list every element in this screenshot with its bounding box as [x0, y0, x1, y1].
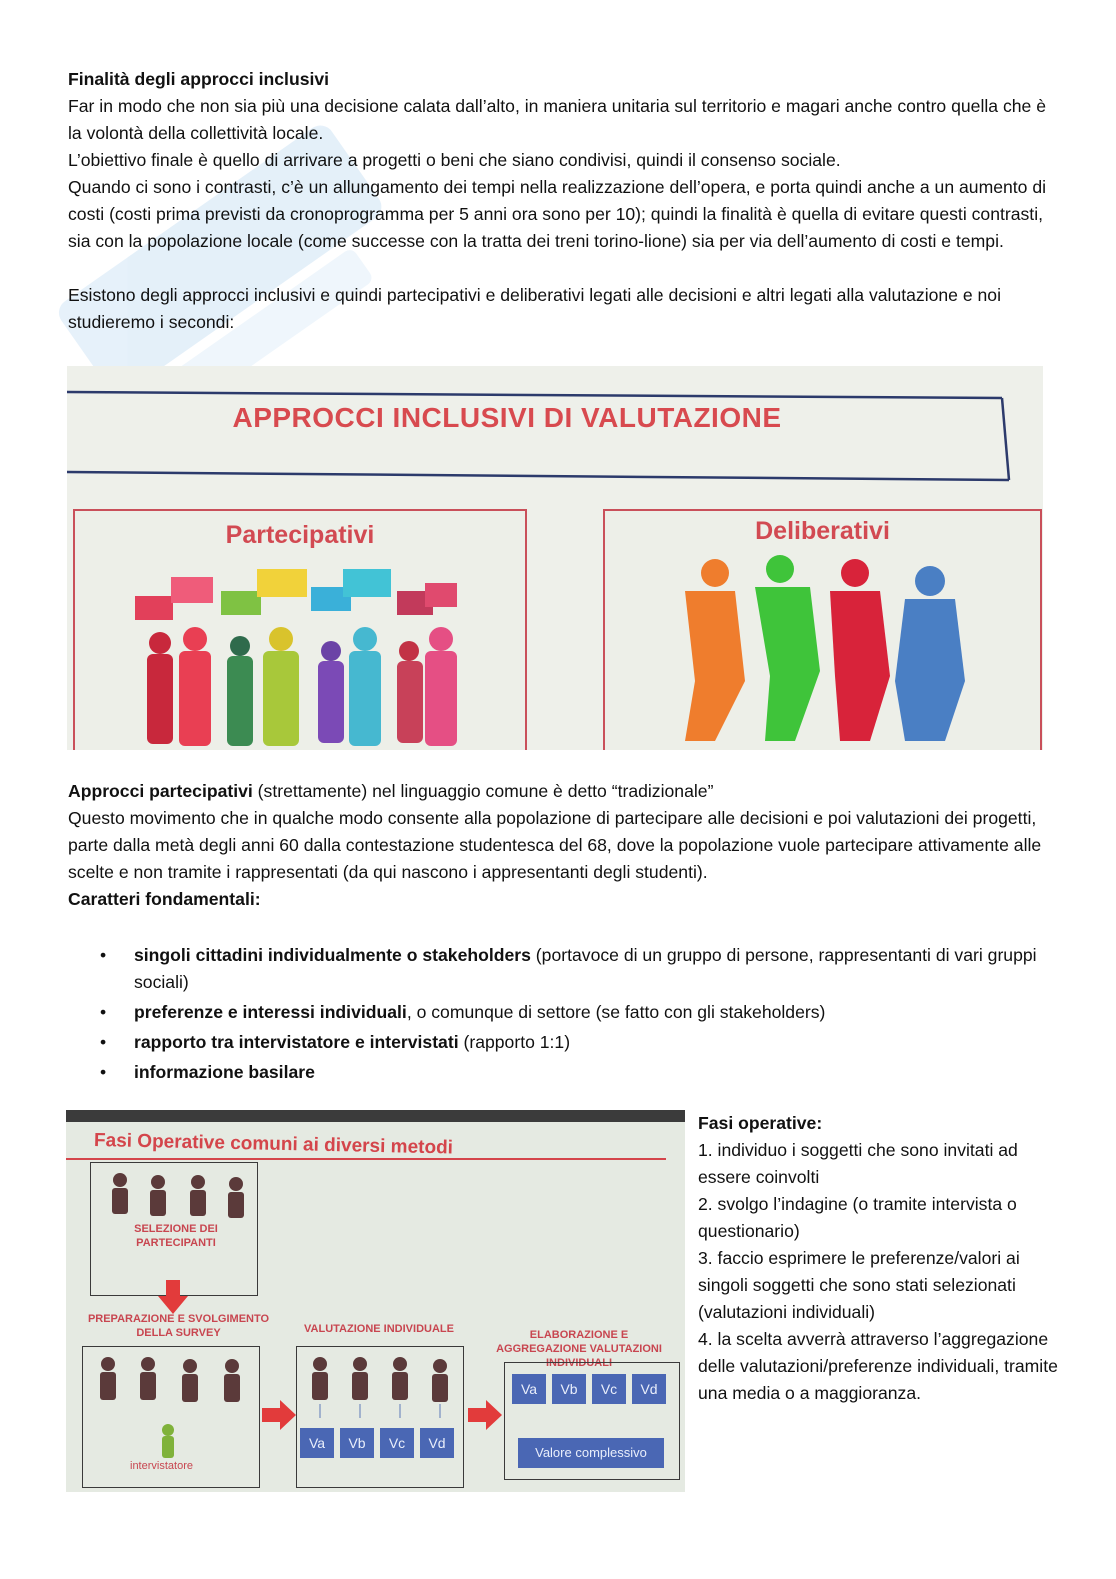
panel-partecipativi-label: Partecipativi	[225, 521, 375, 549]
list-item	[100, 942, 1060, 996]
valutazione-label: VALUTAZIONE INDIVIDUALE	[304, 1323, 454, 1335]
caratteri-list	[100, 942, 1060, 1089]
slide2-title: Fasi Operative comuni ai diversi metodi	[93, 1130, 454, 1159]
panel-deliberativi-label: Deliberativi	[755, 517, 890, 545]
valore-complessivo-box: Valore complessivo	[518, 1438, 664, 1468]
elaborazione-label: ELABORAZIONE E AGGREGAZIONE VALUTAZIONI INDIVIDUALI	[496, 1329, 662, 1369]
slide2-top-bar	[66, 1110, 685, 1122]
list-item-text: , o comunque di settore (se fatto con gli stakeholders)	[406, 1002, 826, 1022]
partecipativi-heading-rest: (strettamente) nel linguaggio comune è detto “tradizionale”	[252, 781, 714, 801]
agg-value-box-vb: Vb	[552, 1374, 586, 1404]
selezione-label: SELEZIONE DEI PARTECIPANTI	[134, 1223, 218, 1249]
arrow-right-icon	[468, 1400, 502, 1430]
fasi-heading: Fasi operative:	[698, 1113, 823, 1133]
fasi-item-4: 4. la scelta avverrà attraverso l’aggregazione delle valutazioni/preferenze individuali, tramite una media o a maggioranza.	[698, 1329, 1058, 1403]
list-item-bold: rapporto tra intervistatore e intervistati	[134, 1032, 459, 1052]
evaluators-icons	[306, 1354, 456, 1424]
intervistatore-label: intervistatore	[130, 1460, 193, 1472]
preparazione-label: PREPARAZIONE E SVOLGIMENTO DELLA SURVEY	[87, 1313, 270, 1339]
slide-fasi-operative	[66, 1110, 685, 1492]
list-item	[100, 1059, 1060, 1086]
slide-approcci-inclusivi	[67, 366, 1043, 750]
finalita-paragraph-3: Quando ci sono i contrasti, c’è un allungamento dei tempi nella realizzazione dell’opera, e porta quindi anche a un aumento di costi (costi prima previsti da cronoprogramma per 5 anni ora sono per 10); quindi la finalità è quella di evitare questi contrasti, sia con la popolazione locale (come successe con la tratta dei treni torino-lione) sia per via dell’aumento di costi e tempi.	[68, 177, 1047, 251]
agg-value-box-vc: Vc	[592, 1374, 626, 1404]
list-item-bold: preferenze e interessi individuali	[134, 1002, 407, 1022]
panel-partecipativi	[73, 509, 527, 750]
slide1-title: APPROCCI INCLUSIVI DI VALUTAZIONE	[232, 402, 782, 433]
partecipativi-heading: Approcci partecipativi	[68, 781, 253, 801]
list-item-text: (portavoce di un gruppo di persone, rappresentanti di vari gruppi sociali)	[134, 945, 1037, 992]
survey-people-icons	[92, 1354, 252, 1474]
finalita-heading: Finalità degli approcci inclusivi	[68, 69, 330, 89]
fasi-item-3: 3. faccio esprimere le preferenze/valori ai singoli soggetti che sono stati selezionati (valutazioni individuali)	[698, 1248, 1020, 1322]
finalita-paragraph-2: L’obiettivo finale è quello di arrivare a progetti o beni che siano condivisi, quindi il consenso sociale.	[68, 150, 841, 170]
finalita-paragraph-4: Esistono degli approcci inclusivi e quindi partecipativi e deliberativi legati alle decisioni e altri legati alla valutazione e noi studieremo i secondi:	[68, 285, 1002, 332]
list-item	[100, 999, 1060, 1026]
arrow-down-icon	[158, 1280, 188, 1314]
list-item	[100, 1029, 1060, 1056]
fasi-item-2: 2. svolgo l’indagine (o tramite intervista o questionario)	[698, 1194, 1017, 1241]
partecipativi-section	[68, 778, 1058, 913]
agg-value-box-va: Va	[512, 1374, 546, 1404]
finalita-section	[68, 66, 1058, 336]
participants-icons	[102, 1170, 252, 1220]
title-underline	[66, 1158, 666, 1160]
list-item-text: (rapporto 1:1)	[458, 1032, 571, 1052]
value-box-va: Va	[300, 1428, 334, 1458]
list-item-bold: informazione basilare	[134, 1062, 315, 1082]
discussion-illustration	[605, 511, 1040, 750]
fasi-operative-section	[698, 1110, 1058, 1407]
arrow-right-icon	[262, 1400, 296, 1430]
agg-value-box-vd: Vd	[632, 1374, 666, 1404]
value-box-vc: Vc	[380, 1428, 414, 1458]
partecipativi-paragraph: Questo movimento che in qualche modo consente alla popolazione di partecipare alle decisioni e poi valutazioni dei progetti, parte dalla metà degli anni 60 dalla contestazione studentesca del 68, dove la popolazione vuole partecipare attivamente alle scelte e non tramite i rappresentati (da qui nascono i appresentanti degli studenti).	[68, 808, 1042, 882]
caratteri-heading: Caratteri fondamentali:	[68, 889, 261, 909]
value-box-vd: Vd	[420, 1428, 454, 1458]
list-item-bold: singoli cittadini individualmente o stakeholders	[134, 945, 531, 965]
value-box-vb: Vb	[340, 1428, 374, 1458]
finalita-paragraph-1: Far in modo che non sia più una decisione calata dall’alto, in maniera unitaria sul territorio e magari anche contro quella che è la volontà della collettività locale.	[68, 96, 1046, 143]
people-speech-illustration	[75, 511, 525, 750]
panel-deliberativi	[603, 509, 1042, 750]
fasi-item-1: 1. individuo i soggetti che sono invitati ad essere coinvolti	[698, 1140, 1018, 1187]
